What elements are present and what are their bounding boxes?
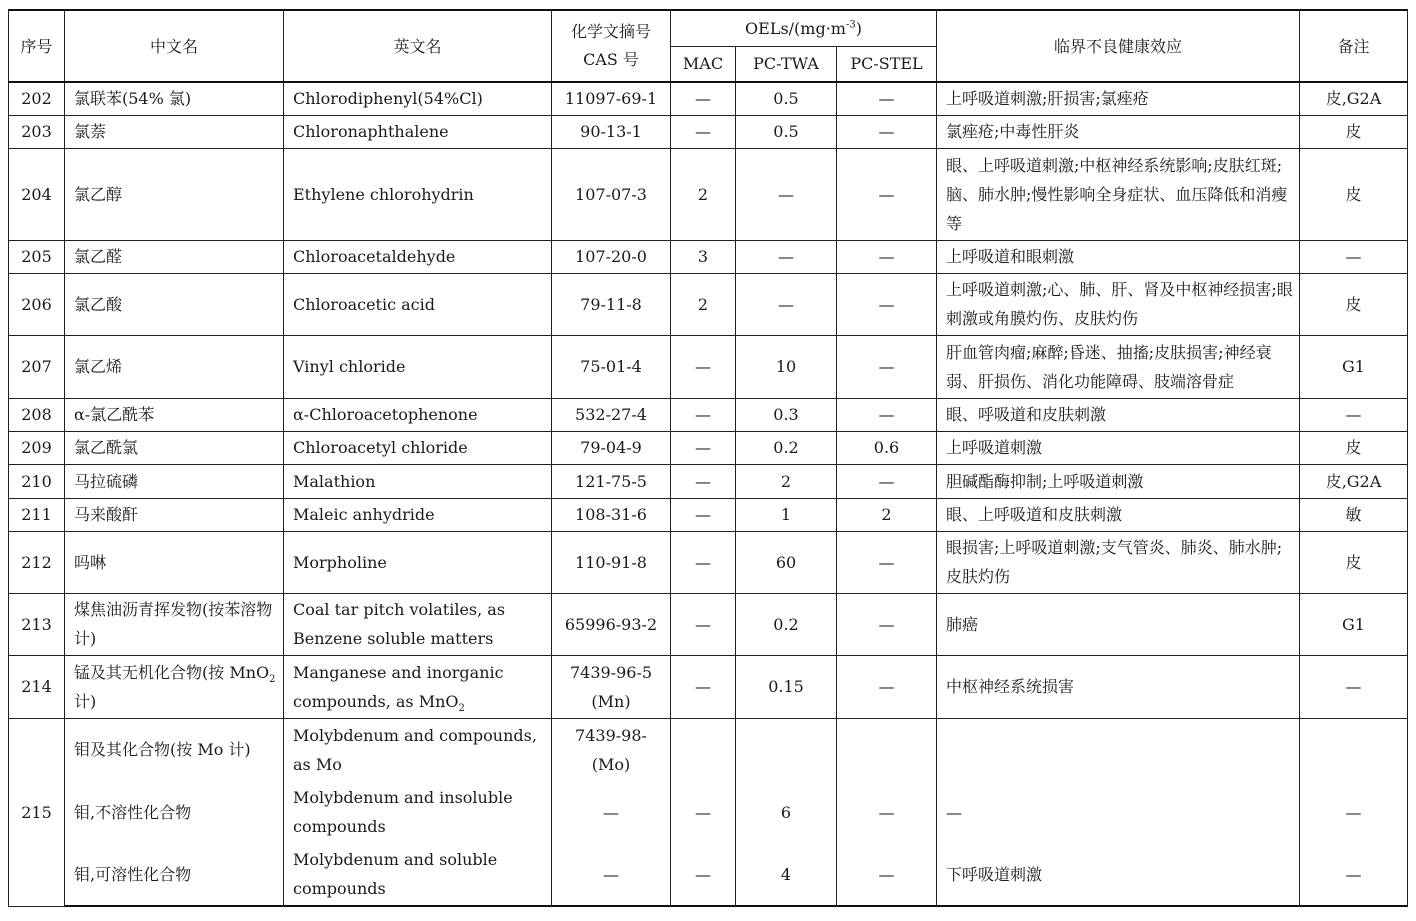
cell-en-sub: 2 [458,702,465,714]
cell-mac: — [671,335,736,398]
cell-cas-line2: (Mn) [591,691,631,711]
header-cas-line2: CAS 号 [583,50,639,69]
cell-mac: 2 [671,273,736,335]
cell-effect: 肺癌 [937,593,1300,655]
cell-cn: 钼,不溶性化合物 [65,781,284,843]
cell-cn: 氯乙酸 [65,273,284,335]
cell-remark: 皮,G2A [1300,82,1408,115]
cell-mac: — [671,431,736,464]
cell-cas: 110-91-8 [552,531,671,593]
cell-cas: 79-04-9 [552,431,671,464]
cell-twa: 4 [736,843,837,906]
cell-stel: — [837,240,937,273]
cell-effect: 上呼吸道和眼刺激 [937,240,1300,273]
cell-no: 210 [9,464,65,498]
table-row [9,82,1408,115]
cell-twa: 2 [736,464,837,498]
cell-cas [552,655,671,718]
table-row-215-a [9,718,1408,781]
oel-table [8,9,1408,907]
header-pc-twa: PC-TWA [736,46,837,82]
cell-effect: 上呼吸道刺激;肝损害;氯痤疮 [937,82,1300,115]
header-no: 序号 [9,10,65,82]
cell-stel: — [837,115,937,148]
cell-stel: — [837,82,937,115]
cell-twa: 1 [736,498,837,531]
cell-mac: — [671,843,736,906]
cell-twa: 0.2 [736,593,837,655]
cell-cn [65,655,284,718]
header-cn-name: 中文名 [65,10,284,82]
header-oels-label: OELs/(mg·m [745,18,846,38]
cell-cas: 75-01-4 [552,335,671,398]
cell-effect: 眼、呼吸道和皮肤刺激 [937,398,1300,431]
table-row [9,464,1408,498]
cell-mac: 3 [671,240,736,273]
cell-remark: G1 [1300,335,1408,398]
cell-mac: — [671,398,736,431]
cell-twa: 0.5 [736,82,837,115]
cell-cn-sub: 2 [269,673,276,685]
cell-stel: — [837,335,937,398]
cell-cas-line2: (Mo) [591,754,631,774]
table-row [9,431,1408,464]
header-mac: MAC [671,46,736,82]
cell-no: 207 [9,335,65,398]
cell-cn: 钼及其化合物(按 Mo 计) [65,718,284,781]
cell-cn: 氯联苯(54% 氯) [65,82,284,115]
cell-remark: — [1300,398,1408,431]
cell-stel: — [837,273,937,335]
cell-cas-line1: 7439-98- [575,725,647,745]
cell-effect: 上呼吸道刺激 [937,431,1300,464]
cell-en: Maleic anhydride [284,498,552,531]
table-row [9,531,1408,593]
cell-mac: — [671,115,736,148]
cell-cas: 90-13-1 [552,115,671,148]
cell-no: 213 [9,593,65,655]
cell-mac: 2 [671,148,736,240]
cell-cas: 121-75-5 [552,464,671,498]
cell-en: α-Chloroacetophenone [284,398,552,431]
cell-mac: — [671,82,736,115]
cell-no: 203 [9,115,65,148]
cell-cn: 氯乙醛 [65,240,284,273]
cell-mac [671,718,736,781]
cell-stel: — [837,781,937,843]
cell-stel: 2 [837,498,937,531]
cell-cas: 108-31-6 [552,498,671,531]
cell-twa: 6 [736,781,837,843]
cell-stel: 0.6 [837,431,937,464]
cell-twa: — [736,273,837,335]
cell-twa: 0.3 [736,398,837,431]
cell-cn: 马拉硫磷 [65,464,284,498]
cell-effect: 下呼吸道刺激 [937,843,1300,906]
cell-effect: 眼、上呼吸道刺激;中枢神经系统影响;皮肤红斑;脑、肺水肿;慢性影响全身症状、血压降低和消瘦等 [937,148,1300,240]
cell-effect: 上呼吸道刺激;心、肺、肝、肾及中枢神经损害;眼刺激或角膜灼伤、皮肤灼伤 [937,273,1300,335]
table-row [9,335,1408,398]
cell-remark: — [1300,655,1408,718]
cell-cn: 吗啉 [65,531,284,593]
header-oels-close: ) [855,18,862,38]
cell-twa: 0.15 [736,655,837,718]
cell-effect [937,718,1300,781]
cell-remark: 皮 [1300,115,1408,148]
cell-cn: 氯乙醇 [65,148,284,240]
cell-cas: 11097-69-1 [552,82,671,115]
table-row-215-c [9,843,1408,906]
cell-en: Chloronaphthalene [284,115,552,148]
cell-remark: 皮 [1300,531,1408,593]
header-cas-line1: 化学文摘号 [570,22,651,41]
cell-cn: 氯萘 [65,115,284,148]
cell-en: Molybdenum and soluble compounds [284,843,552,906]
cell-no: 205 [9,240,65,273]
cell-no: 206 [9,273,65,335]
cell-mac: — [671,593,736,655]
header-oels [671,10,937,46]
cell-effect: 中枢神经系统损害 [937,655,1300,718]
cell-cn: 氯乙烯 [65,335,284,398]
cell-cn-tail: 计) [74,691,97,711]
cell-remark: 皮 [1300,431,1408,464]
cell-effect: 肝血管肉瘤;麻醉;昏迷、抽搐;皮肤损害;神经衰弱、肝损伤、消化功能障碍、肢端溶骨症 [937,335,1300,398]
cell-twa: 0.2 [736,431,837,464]
cell-en: Molybdenum and insoluble compounds [284,781,552,843]
cell-remark: 皮 [1300,148,1408,240]
cell-effect: — [937,781,1300,843]
cell-en: Vinyl chloride [284,335,552,398]
cell-no: 209 [9,431,65,464]
cell-mac: — [671,655,736,718]
header-effect: 临界不良健康效应 [937,10,1300,82]
cell-en: Malathion [284,464,552,498]
cell-en: Chloroacetaldehyde [284,240,552,273]
cell-effect: 眼损害;上呼吸道刺激;支气管炎、肺炎、肺水肿;皮肤灼伤 [937,531,1300,593]
cell-stel: — [837,531,937,593]
cell-stel [837,718,937,781]
cell-twa: 60 [736,531,837,593]
header-cas [552,10,671,82]
cell-remark: — [1300,240,1408,273]
cell-cas: — [552,843,671,906]
table-row [9,115,1408,148]
table-row [9,498,1408,531]
cell-cas: 532-27-4 [552,398,671,431]
cell-remark: — [1300,781,1408,843]
cell-stel: — [837,843,937,906]
cell-cas: — [552,781,671,843]
cell-en: Chloroacetic acid [284,273,552,335]
cell-no: 208 [9,398,65,431]
table-row-215-b [9,781,1408,843]
cell-stel: — [837,593,937,655]
cell-cas: 107-20-0 [552,240,671,273]
cell-mac: — [671,781,736,843]
cell-stel: — [837,464,937,498]
table-row [9,240,1408,273]
cell-remark: 皮,G2A [1300,464,1408,498]
cell-en: Coal tar pitch volatiles, as Benzene soluble matters [284,593,552,655]
cell-effect: 胆碱酯酶抑制;上呼吸道刺激 [937,464,1300,498]
cell-no: 212 [9,531,65,593]
table-row [9,148,1408,240]
header-en-name: 英文名 [284,10,552,82]
cell-no: 204 [9,148,65,240]
cell-en: Chloroacetyl chloride [284,431,552,464]
header-pc-stel: PC-STEL [837,46,937,82]
cell-cn: 煤焦油沥青挥发物(按苯溶物计) [65,593,284,655]
cell-no: 211 [9,498,65,531]
cell-cas: 65996-93-2 [552,593,671,655]
cell-cn: 钼,可溶性化合物 [65,843,284,906]
cell-en: Molybdenum and compounds, as Mo [284,718,552,781]
table-row [9,655,1408,718]
cell-cn-text: 锰及其无机化合物(按 MnO [74,662,270,682]
cell-cn: α-氯乙酰苯 [65,398,284,431]
cell-en-text: Manganese and inorganic compounds, as MnO [293,662,504,711]
table-row [9,273,1408,335]
cell-cn: 马来酸酐 [65,498,284,531]
cell-twa: — [736,240,837,273]
cell-remark: 皮 [1300,273,1408,335]
cell-twa: — [736,148,837,240]
cell-cas-line1: 7439-96-5 [569,662,653,682]
cell-no: 202 [9,82,65,115]
cell-en [284,655,552,718]
cell-remark: G1 [1300,593,1408,655]
cell-remark: 敏 [1300,498,1408,531]
header-oels-sup: -3 [845,19,856,31]
cell-mac: — [671,464,736,498]
cell-cas [552,718,671,781]
cell-stel: — [837,398,937,431]
cell-twa [736,718,837,781]
cell-en: Chlorodiphenyl(54%Cl) [284,82,552,115]
cell-effect: 氯痤疮;中毒性肝炎 [937,115,1300,148]
table-row [9,398,1408,431]
cell-mac: — [671,531,736,593]
cell-twa: 0.5 [736,115,837,148]
cell-twa: 10 [736,335,837,398]
cell-no: 214 [9,655,65,718]
cell-stel: — [837,148,937,240]
cell-remark: — [1300,843,1408,906]
cell-cas: 107-07-3 [552,148,671,240]
header-remark: 备注 [1300,10,1408,82]
cell-remark [1300,718,1408,781]
table-body [9,82,1408,906]
cell-cn: 氯乙酰氯 [65,431,284,464]
cell-stel: — [837,655,937,718]
table-row [9,593,1408,655]
cell-en: Morpholine [284,531,552,593]
cell-effect: 眼、上呼吸道和皮肤刺激 [937,498,1300,531]
cell-no: 215 [9,718,65,906]
cell-en: Ethylene chlorohydrin [284,148,552,240]
cell-mac: — [671,498,736,531]
cell-cas: 79-11-8 [552,273,671,335]
